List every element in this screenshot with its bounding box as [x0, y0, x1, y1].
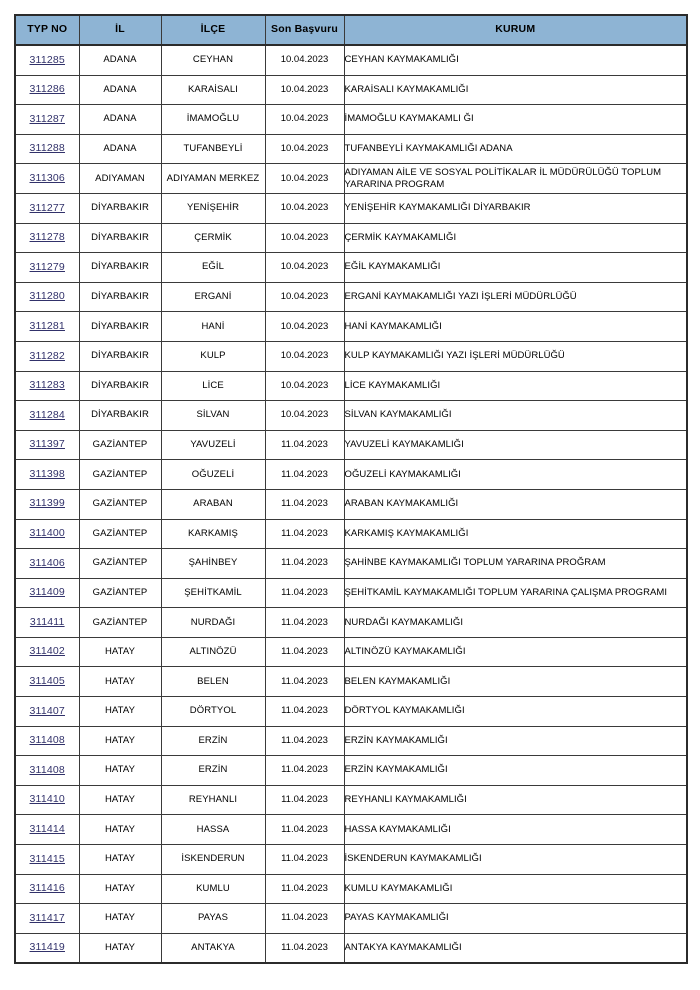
- cell-son-basvuru: 10.04.2023: [265, 371, 344, 401]
- cell-ilce: TUFANBEYLİ: [161, 134, 265, 164]
- cell-son-basvuru: 11.04.2023: [265, 430, 344, 460]
- cell-kurum: OĞUZELİ KAYMAKAMLIĞI: [344, 460, 687, 490]
- cell-ilce: HASSA: [161, 815, 265, 845]
- table-row: [15, 401, 687, 431]
- cell-kurum: ARABAN KAYMAKAMLIĞI: [344, 489, 687, 519]
- cell-son-basvuru: 10.04.2023: [265, 282, 344, 312]
- cell-typ-no[interactable]: [15, 519, 79, 549]
- cell-ilce: SİLVAN: [161, 401, 265, 431]
- typ-no-link[interactable]: 311288: [29, 142, 65, 155]
- cell-son-basvuru: 11.04.2023: [265, 549, 344, 579]
- cell-il: DİYARBAKIR: [79, 312, 161, 342]
- typ-no-link[interactable]: 311409: [29, 586, 65, 599]
- cell-il: HATAY: [79, 874, 161, 904]
- table-row: [15, 756, 687, 786]
- cell-son-basvuru: 11.04.2023: [265, 667, 344, 697]
- cell-kurum: HASSA KAYMAKAMLIĞI: [344, 815, 687, 845]
- cell-typ-no[interactable]: [15, 578, 79, 608]
- cell-il: GAZİANTEP: [79, 460, 161, 490]
- cell-ilce: EĞİL: [161, 253, 265, 283]
- typ-no-link[interactable]: 311400: [29, 527, 65, 540]
- cell-il: DİYARBAKIR: [79, 341, 161, 371]
- table-row: [15, 430, 687, 460]
- table-row: [15, 549, 687, 579]
- cell-typ-no[interactable]: [15, 697, 79, 727]
- cell-typ-no[interactable]: [15, 933, 79, 963]
- cell-kurum: ANTAKYA KAYMAKAMLIĞI: [344, 933, 687, 963]
- cell-il: HATAY: [79, 933, 161, 963]
- cell-il: HATAY: [79, 845, 161, 875]
- cell-typ-no[interactable]: [15, 756, 79, 786]
- cell-son-basvuru: 11.04.2023: [265, 608, 344, 638]
- cell-il: DİYARBAKIR: [79, 282, 161, 312]
- cell-il: GAZİANTEP: [79, 549, 161, 579]
- cell-kurum: KARAİSALI KAYMAKAMLIĞI: [344, 75, 687, 105]
- typ-no-link[interactable]: 311415: [29, 852, 65, 865]
- table-row: [15, 371, 687, 401]
- cell-ilce: CEYHAN: [161, 45, 265, 75]
- cell-son-basvuru: 11.04.2023: [265, 904, 344, 934]
- typ-no-link[interactable]: 311399: [29, 497, 65, 510]
- cell-kurum: KULP KAYMAKAMLIĞI YAZI İŞLERİ MÜDÜRLÜĞÜ: [344, 341, 687, 371]
- cell-il: DİYARBAKIR: [79, 193, 161, 223]
- cell-ilce: KARKAMIŞ: [161, 519, 265, 549]
- cell-typ-no[interactable]: [15, 845, 79, 875]
- table-row: [15, 815, 687, 845]
- cell-ilce: LİCE: [161, 371, 265, 401]
- table-row: [15, 933, 687, 963]
- cell-ilce: KARAİSALI: [161, 75, 265, 105]
- cell-il: DİYARBAKIR: [79, 401, 161, 431]
- cell-son-basvuru: 10.04.2023: [265, 223, 344, 253]
- cell-ilce: YAVUZELİ: [161, 430, 265, 460]
- cell-il: GAZİANTEP: [79, 608, 161, 638]
- cell-son-basvuru: 10.04.2023: [265, 193, 344, 223]
- cell-son-basvuru: 11.04.2023: [265, 637, 344, 667]
- cell-son-basvuru: 11.04.2023: [265, 874, 344, 904]
- typ-no-link[interactable]: 311287: [29, 112, 65, 125]
- typ-no-link[interactable]: 311281: [29, 319, 65, 332]
- cell-typ-no[interactable]: [15, 164, 79, 194]
- cell-typ-no[interactable]: [15, 874, 79, 904]
- typ-no-link[interactable]: 311402: [29, 645, 65, 658]
- table-row: [15, 667, 687, 697]
- cell-kurum: LİCE KAYMAKAMLIĞI: [344, 371, 687, 401]
- cell-il: DİYARBAKIR: [79, 223, 161, 253]
- cell-typ-no[interactable]: [15, 45, 79, 75]
- typ-no-link[interactable]: 311419: [29, 941, 65, 954]
- column-header-il: İL: [79, 15, 161, 45]
- cell-kurum: KUMLU KAYMAKAMLIĞI: [344, 874, 687, 904]
- cell-il: ADIYAMAN: [79, 164, 161, 194]
- cell-son-basvuru: 10.04.2023: [265, 341, 344, 371]
- cell-typ-no[interactable]: [15, 193, 79, 223]
- table-header-row: [15, 15, 687, 45]
- cell-ilce: REYHANLI: [161, 785, 265, 815]
- cell-il: DİYARBAKIR: [79, 253, 161, 283]
- cell-ilce: BELEN: [161, 667, 265, 697]
- cell-kurum: EĞİL KAYMAKAMLIĞI: [344, 253, 687, 283]
- cell-kurum: REYHANLI KAYMAKAMLIĞI: [344, 785, 687, 815]
- cell-kurum: KARKAMIŞ KAYMAKAMLIĞI: [344, 519, 687, 549]
- cell-son-basvuru: 10.04.2023: [265, 401, 344, 431]
- table-row: [15, 253, 687, 283]
- cell-kurum: DÖRTYOL KAYMAKAMLIĞI: [344, 697, 687, 727]
- cell-ilce: İMAMOĞLU: [161, 105, 265, 135]
- cell-kurum: NURDAĞI KAYMAKAMLIĞI: [344, 608, 687, 638]
- cell-ilce: OĞUZELİ: [161, 460, 265, 490]
- typ-no-link[interactable]: 311284: [29, 408, 65, 421]
- cell-ilce: ŞAHİNBEY: [161, 549, 265, 579]
- cell-il: HATAY: [79, 785, 161, 815]
- cell-typ-no[interactable]: [15, 253, 79, 283]
- typ-no-link[interactable]: 311414: [29, 823, 65, 836]
- cell-kurum: ÇERMİK KAYMAKAMLIĞI: [344, 223, 687, 253]
- table-row: [15, 874, 687, 904]
- typ-no-link[interactable]: 311286: [29, 83, 65, 96]
- cell-il: HATAY: [79, 667, 161, 697]
- cell-son-basvuru: 10.04.2023: [265, 253, 344, 283]
- cell-typ-no[interactable]: [15, 75, 79, 105]
- table-body: [15, 45, 687, 963]
- cell-kurum: ADIYAMAN AİLE VE SOSYAL POLİTİKALAR İL MÜDÜRÜLÜĞÜ TOPLUM YARARINA PROGRAM: [344, 164, 687, 194]
- column-header-ilce: İLÇE: [161, 15, 265, 45]
- cell-son-basvuru: 11.04.2023: [265, 815, 344, 845]
- cell-son-basvuru: 11.04.2023: [265, 519, 344, 549]
- table-row: [15, 578, 687, 608]
- table-row: [15, 904, 687, 934]
- table-row: [15, 785, 687, 815]
- table-row: [15, 45, 687, 75]
- table-row: [15, 282, 687, 312]
- typ-no-link[interactable]: 311279: [29, 260, 65, 273]
- cell-son-basvuru: 10.04.2023: [265, 105, 344, 135]
- cell-il: GAZİANTEP: [79, 578, 161, 608]
- cell-il: GAZİANTEP: [79, 430, 161, 460]
- cell-son-basvuru: 11.04.2023: [265, 578, 344, 608]
- cell-ilce: YENİŞEHİR: [161, 193, 265, 223]
- cell-son-basvuru: 11.04.2023: [265, 933, 344, 963]
- cell-typ-no[interactable]: [15, 223, 79, 253]
- table-row: [15, 105, 687, 135]
- typ-no-link[interactable]: 311285: [29, 53, 65, 66]
- cell-son-basvuru: 10.04.2023: [265, 45, 344, 75]
- cell-son-basvuru: 11.04.2023: [265, 845, 344, 875]
- cell-kurum: ERZİN KAYMAKAMLIĞI: [344, 756, 687, 786]
- table-row: [15, 341, 687, 371]
- typ-no-link[interactable]: 311405: [29, 675, 65, 688]
- table-row: [15, 726, 687, 756]
- cell-ilce: İSKENDERUN: [161, 845, 265, 875]
- cell-ilce: ÇERMİK: [161, 223, 265, 253]
- cell-typ-no[interactable]: [15, 904, 79, 934]
- typ-no-link[interactable]: 311282: [29, 349, 65, 362]
- cell-ilce: ERZİN: [161, 756, 265, 786]
- cell-il: HATAY: [79, 637, 161, 667]
- table-row: [15, 75, 687, 105]
- cell-typ-no[interactable]: [15, 785, 79, 815]
- cell-son-basvuru: 11.04.2023: [265, 460, 344, 490]
- table-row: [15, 193, 687, 223]
- cell-il: ADANA: [79, 75, 161, 105]
- table-row: [15, 519, 687, 549]
- cell-typ-no[interactable]: [15, 371, 79, 401]
- typ-no-link[interactable]: 311306: [29, 171, 65, 184]
- cell-son-basvuru: 10.04.2023: [265, 75, 344, 105]
- cell-kurum: ŞEHİTKAMİL KAYMAKAMLIĞI TOPLUM YARARINA ÇALIŞMA PROGRAMI: [344, 578, 687, 608]
- typ-no-link[interactable]: 311280: [29, 290, 65, 303]
- table-row: [15, 460, 687, 490]
- table-row: [15, 489, 687, 519]
- cell-il: HATAY: [79, 756, 161, 786]
- cell-son-basvuru: 11.04.2023: [265, 697, 344, 727]
- table-row: [15, 697, 687, 727]
- cell-kurum: PAYAS KAYMAKAMLIĞI: [344, 904, 687, 934]
- cell-il: DİYARBAKIR: [79, 371, 161, 401]
- cell-typ-no[interactable]: [15, 667, 79, 697]
- cell-typ-no[interactable]: [15, 815, 79, 845]
- cell-ilce: ANTAKYA: [161, 933, 265, 963]
- table-row: [15, 637, 687, 667]
- column-header-son-basvuru: Son Başvuru: [265, 15, 344, 45]
- typ-no-link[interactable]: 311408: [29, 763, 65, 776]
- cell-ilce: ŞEHİTKAMİL: [161, 578, 265, 608]
- column-header-typ-no: TYP NO: [15, 15, 79, 45]
- cell-il: GAZİANTEP: [79, 519, 161, 549]
- cell-ilce: NURDAĞI: [161, 608, 265, 638]
- cell-son-basvuru: 11.04.2023: [265, 726, 344, 756]
- cell-ilce: KULP: [161, 341, 265, 371]
- cell-typ-no[interactable]: [15, 460, 79, 490]
- cell-typ-no[interactable]: [15, 105, 79, 135]
- cell-ilce: ADIYAMAN MERKEZ: [161, 164, 265, 194]
- cell-kurum: ALTINÖZÜ KAYMAKAMLIĞI: [344, 637, 687, 667]
- cell-kurum: SİLVAN KAYMAKAMLIĞI: [344, 401, 687, 431]
- typ-no-link[interactable]: 311397: [29, 438, 65, 451]
- typ-no-link[interactable]: 311411: [29, 615, 65, 628]
- typ-no-link[interactable]: 311410: [29, 793, 65, 806]
- cell-typ-no[interactable]: [15, 637, 79, 667]
- cell-il: HATAY: [79, 904, 161, 934]
- cell-son-basvuru: 11.04.2023: [265, 489, 344, 519]
- cell-kurum: CEYHAN KAYMAKAMLIĞI: [344, 45, 687, 75]
- table-row: [15, 312, 687, 342]
- cell-typ-no[interactable]: [15, 608, 79, 638]
- cell-son-basvuru: 11.04.2023: [265, 756, 344, 786]
- typ-no-link[interactable]: 311416: [29, 882, 65, 895]
- cell-typ-no[interactable]: [15, 341, 79, 371]
- cell-typ-no[interactable]: [15, 312, 79, 342]
- table-row: [15, 845, 687, 875]
- table-row: [15, 608, 687, 638]
- cell-kurum: İMAMOĞLU KAYMAKAMLI ĞI: [344, 105, 687, 135]
- cell-son-basvuru: 10.04.2023: [265, 312, 344, 342]
- cell-ilce: ALTINÖZÜ: [161, 637, 265, 667]
- cell-typ-no[interactable]: [15, 401, 79, 431]
- cell-ilce: ERGANİ: [161, 282, 265, 312]
- typ-no-link[interactable]: 311408: [29, 734, 65, 747]
- cell-ilce: HANİ: [161, 312, 265, 342]
- typ-no-link[interactable]: 311417: [29, 911, 65, 924]
- cell-typ-no[interactable]: [15, 430, 79, 460]
- typ-no-link[interactable]: 311406: [29, 556, 65, 569]
- typ-listing-table: [14, 14, 688, 964]
- cell-kurum: ERZİN KAYMAKAMLIĞI: [344, 726, 687, 756]
- cell-ilce: KUMLU: [161, 874, 265, 904]
- table-row: [15, 134, 687, 164]
- cell-il: HATAY: [79, 726, 161, 756]
- cell-kurum: YAVUZELİ KAYMAKAMLIĞI: [344, 430, 687, 460]
- typ-no-link[interactable]: 311277: [29, 201, 65, 214]
- table-row: [15, 223, 687, 253]
- cell-il: HATAY: [79, 815, 161, 845]
- cell-il: HATAY: [79, 697, 161, 727]
- cell-ilce: ERZİN: [161, 726, 265, 756]
- typ-no-link[interactable]: 311283: [29, 379, 65, 392]
- cell-son-basvuru: 10.04.2023: [265, 134, 344, 164]
- cell-son-basvuru: 10.04.2023: [265, 164, 344, 194]
- table-row: [15, 164, 687, 194]
- cell-kurum: YENİŞEHİR KAYMAKAMLIĞI DİYARBAKIR: [344, 193, 687, 223]
- cell-typ-no[interactable]: [15, 726, 79, 756]
- column-header-kurum: KURUM: [344, 15, 687, 45]
- cell-kurum: ERGANİ KAYMAKAMLIĞI YAZI İŞLERİ MÜDÜRLÜĞÜ: [344, 282, 687, 312]
- cell-il: ADANA: [79, 134, 161, 164]
- cell-il: ADANA: [79, 105, 161, 135]
- cell-ilce: DÖRTYOL: [161, 697, 265, 727]
- typ-no-link[interactable]: 311398: [29, 467, 65, 480]
- cell-il: GAZİANTEP: [79, 489, 161, 519]
- cell-typ-no[interactable]: [15, 489, 79, 519]
- typ-no-link[interactable]: 311278: [29, 231, 65, 244]
- cell-kurum: HANİ KAYMAKAMLIĞI: [344, 312, 687, 342]
- cell-typ-no[interactable]: [15, 549, 79, 579]
- cell-kurum: ŞAHİNBE KAYMAKAMLIĞI TOPLUM YARARINA PROĞRAM: [344, 549, 687, 579]
- cell-ilce: ARABAN: [161, 489, 265, 519]
- cell-il: ADANA: [79, 45, 161, 75]
- cell-kurum: BELEN KAYMAKAMLIĞI: [344, 667, 687, 697]
- cell-typ-no[interactable]: [15, 134, 79, 164]
- cell-son-basvuru: 11.04.2023: [265, 785, 344, 815]
- cell-kurum: TUFANBEYLİ KAYMAKAMLIĞI ADANA: [344, 134, 687, 164]
- cell-kurum: İSKENDERUN KAYMAKAMLIĞI: [344, 845, 687, 875]
- typ-no-link[interactable]: 311407: [29, 704, 65, 717]
- cell-ilce: PAYAS: [161, 904, 265, 934]
- cell-typ-no[interactable]: [15, 282, 79, 312]
